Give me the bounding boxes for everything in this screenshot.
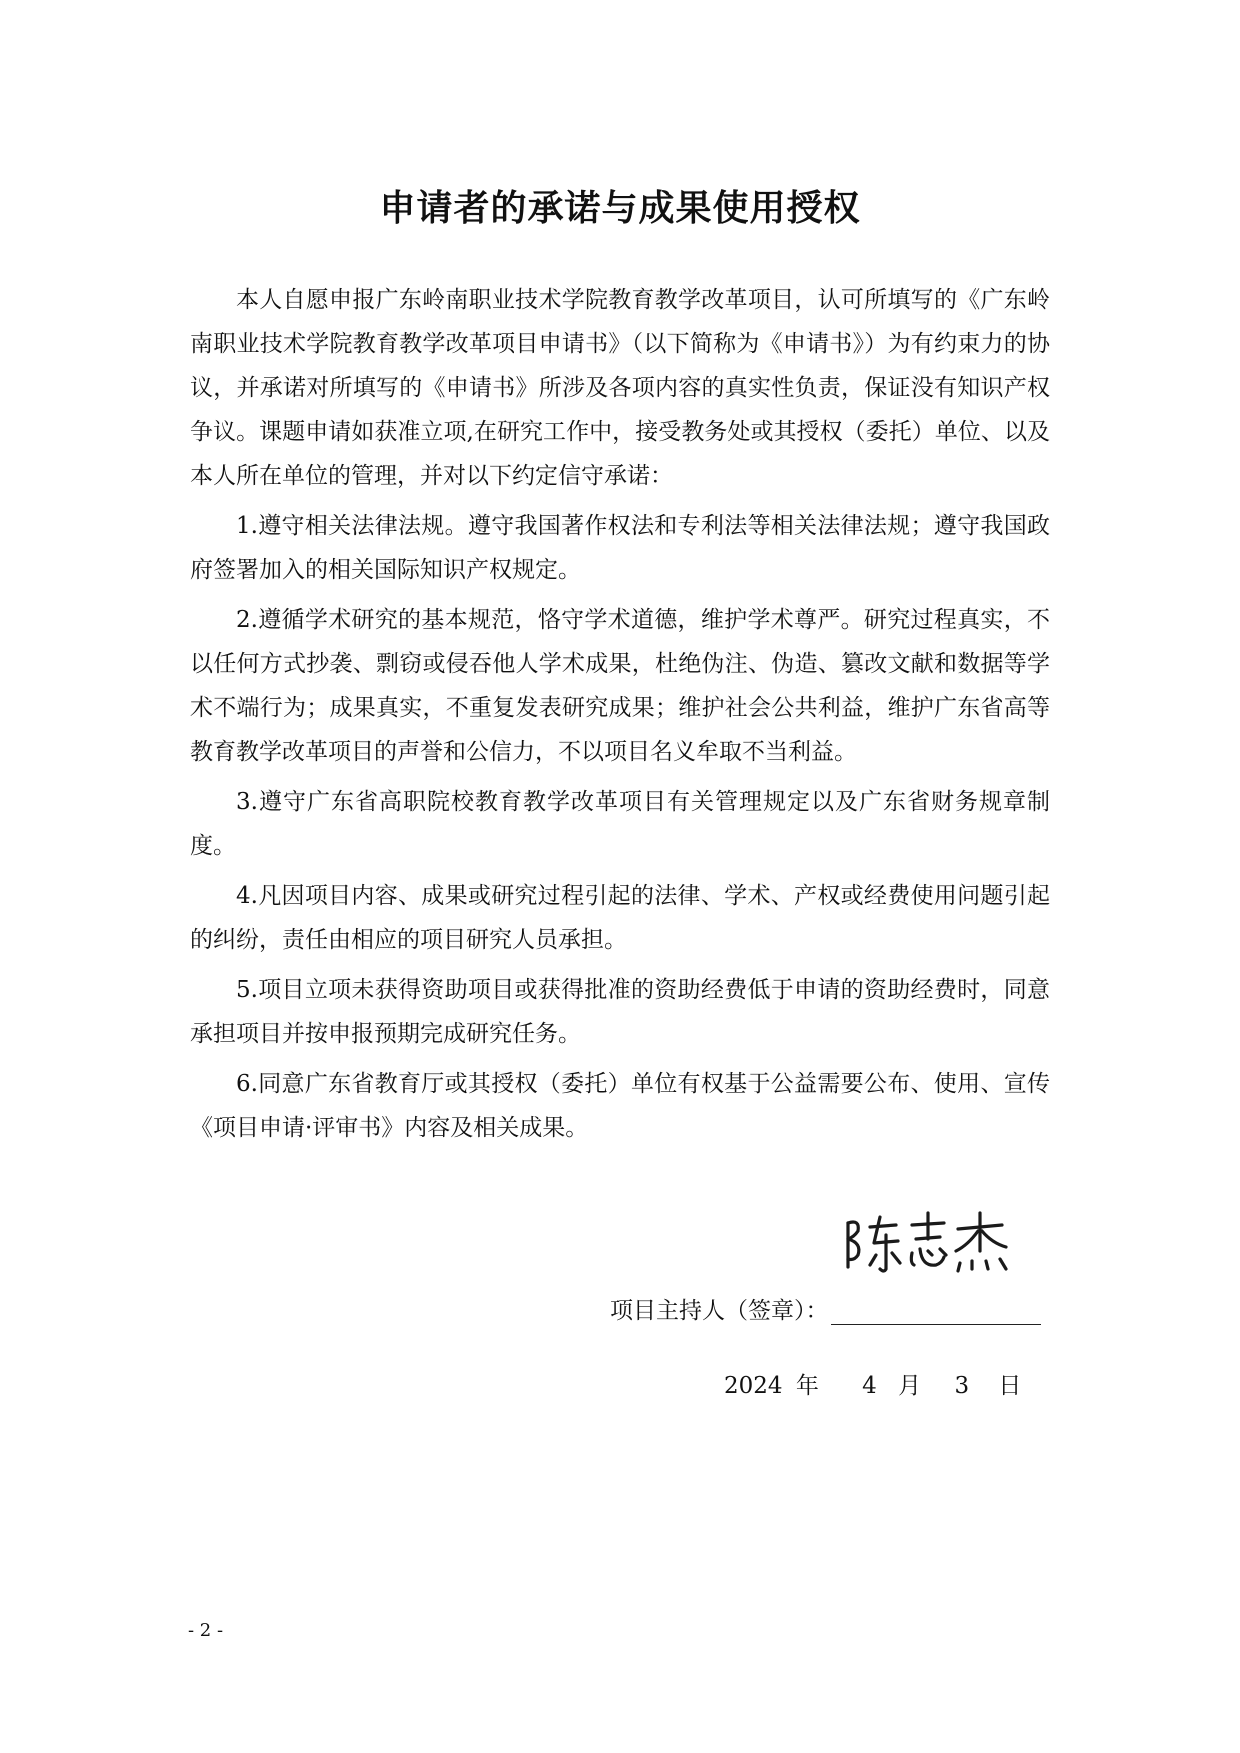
commitment-body <box>190 278 1050 1156</box>
date-month-unit: 月 <box>898 1373 922 1399</box>
page-number: - 2 - <box>188 1620 224 1641</box>
commitment-item-2: 2.遵循学术研究的基本规范，恪守学术道德，维护学术尊严。研究过程真实，不以任何方式抄袭、剽窃或侵吞他人学术成果，杜绝伪注、伪造、篡改文献和数据等学术不端行为；成果真实，不重复发表研究成果；维护社会公共利益，维护广东省高等教育教学改革项目的声誉和公信力，不以项目名义牟取不当利益。 <box>190 607 1050 765</box>
commitment-item-4: 4.凡因项目内容、成果或研究过程引起的法律、学术、产权或经费使用问题引起的纠纷，责任由相应的项目研究人员承担。 <box>190 883 1050 953</box>
commitment-item-6: 6.同意广东省教育厅或其授权（委托）单位有权基于公益需要公布、使用、宣传《项目申请·评审书》内容及相关成果。 <box>190 1071 1050 1141</box>
date-year: 2024 <box>724 1373 783 1399</box>
date-line <box>724 1367 1021 1400</box>
date-day: 3 <box>954 1373 970 1399</box>
date-year-unit: 年 <box>795 1373 819 1399</box>
date-day-unit: 日 <box>998 1373 1022 1399</box>
intro-paragraph: 本人自愿申报广东岭南职业技术学院教育教学改革项目，认可所填写的《广东岭南职业技术学院教育教学改革项目申请书》（以下简称为《申请书》）为有约束力的协议，并承诺对所填写的《申请书》所涉及各项内容的真实性负责，保证没有知识产权争议。课题申请如获准立项,在研究工作中，接受教务处或其授权（委托）单位、以及本人所在单位的管理，并对以下约定信守承诺： <box>190 287 1050 489</box>
signer-label: 项目主持人（签章）： <box>610 1298 829 1324</box>
page-title: 申请者的承诺与成果使用授权 <box>379 188 861 229</box>
commitment-item-3: 3.遵守广东省高职院校教育教学改革项目有关管理规定以及广东省财务规章制度。 <box>190 789 1050 859</box>
signer-line <box>610 1292 1041 1325</box>
date-month: 4 <box>862 1373 877 1399</box>
signature-blank <box>831 1300 1041 1325</box>
commitment-item-5: 5.项目立项未获得资助项目或获得批准的资助经费低于申请的资助经费时，同意承担项目并按申报预期完成研究任务。 <box>190 977 1050 1047</box>
handwritten-signature <box>840 1205 1020 1285</box>
commitment-item-1: 1.遵守相关法律法规。遵守我国著作权法和专利法等相关法律法规；遵守我国政府签署加入的相关国际知识产权规定。 <box>190 513 1050 583</box>
